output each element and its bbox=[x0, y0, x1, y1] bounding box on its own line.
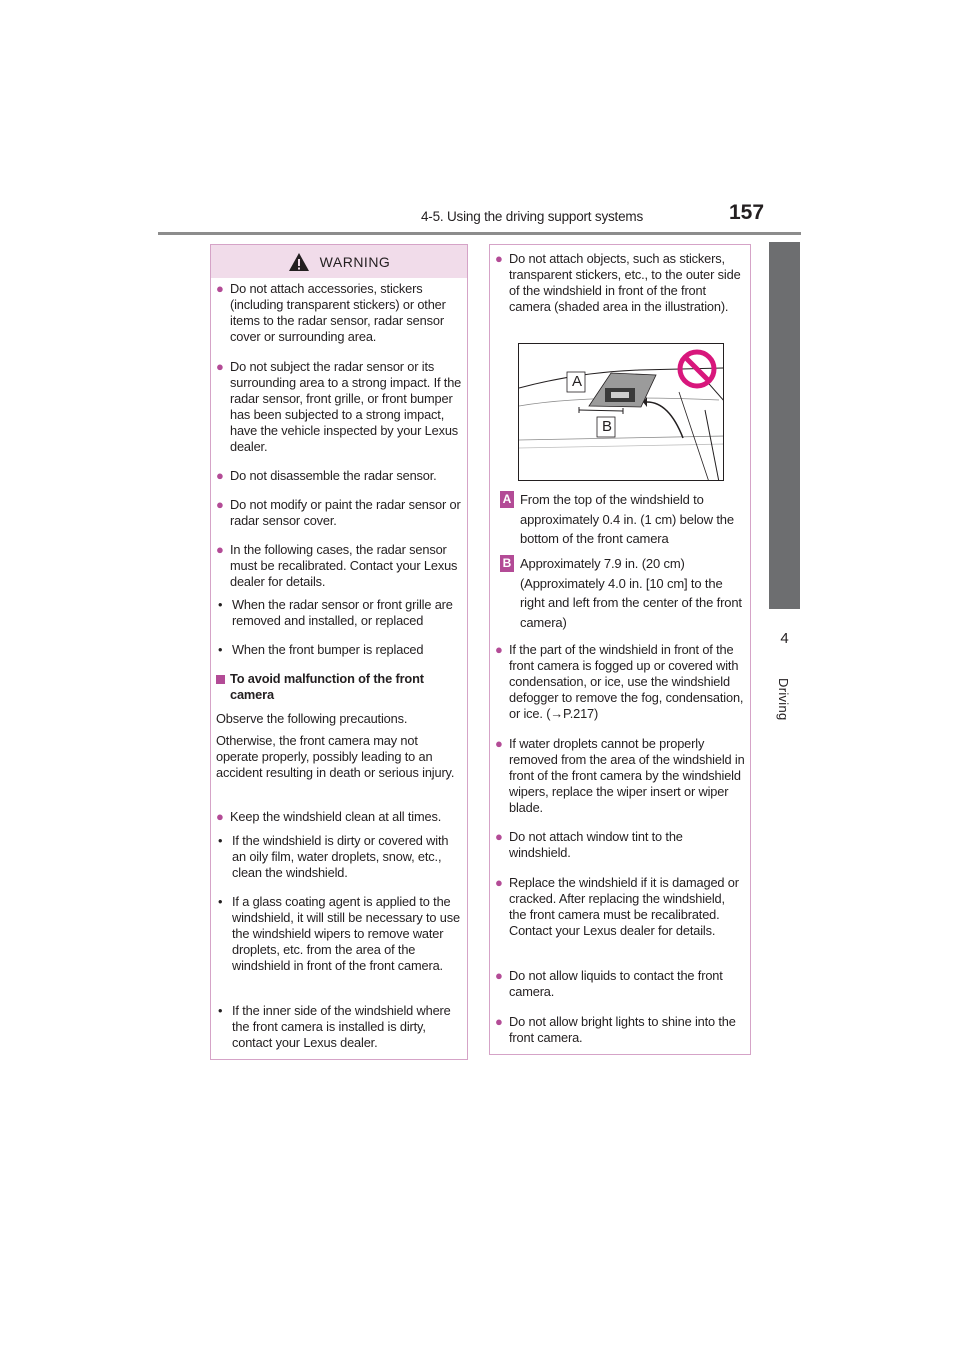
list-item bbox=[495, 251, 745, 315]
list-item bbox=[216, 281, 464, 345]
list-item bbox=[495, 1014, 745, 1046]
warning-header bbox=[211, 245, 467, 278]
bullet-icon: ● bbox=[495, 1014, 503, 1029]
list-item-text: Do not allow bright lights to shine into the front camera. bbox=[509, 1014, 736, 1045]
list-item-text: Do not modify or paint the radar sensor or radar sensor cover. bbox=[230, 497, 461, 528]
dot-icon: • bbox=[218, 833, 223, 848]
list-item-text: If the part of the windshield in front of the front camera is fogged up or covered with condensation, or ice, use the windshield defogger to remove the fog, condensation, or ice. (→P.217) bbox=[509, 642, 744, 721]
list-item bbox=[495, 968, 745, 1000]
dot-icon: • bbox=[218, 894, 223, 909]
chapter-tab bbox=[769, 242, 800, 609]
list-item bbox=[216, 497, 464, 529]
windshield-illustration bbox=[518, 343, 724, 481]
list-item-text: In the following cases, the radar sensor must be recalibrated. Contact your Lexus dealer for details. bbox=[230, 542, 458, 589]
paragraph: Observe the following precautions. bbox=[216, 711, 408, 726]
list-item bbox=[495, 642, 745, 722]
bullet-icon: ● bbox=[216, 542, 224, 557]
bullet-icon: ● bbox=[216, 281, 224, 296]
list-item bbox=[216, 542, 464, 590]
bullet-icon: ● bbox=[216, 468, 224, 483]
callout-b: B bbox=[601, 418, 612, 435]
callout-a: A bbox=[571, 373, 582, 390]
list-item-text: Do not attach objects, such as stickers, transparent stickers, etc., to the outer side of the windshield in front of the front camera (shaded area in the illustration). bbox=[509, 251, 741, 314]
label-b-badge: B bbox=[500, 555, 514, 572]
list-item-text: Do not disassemble the radar sensor. bbox=[230, 468, 437, 483]
section-heading-text: To avoid malfunction of the front camera bbox=[230, 671, 424, 702]
list-item-text: Do not subject the radar sensor or its surrounding area to a strong impact. If the radar sensor, front grille, or front bumper has been subjected to a strong impact, have the vehicle inspected by your Lexus dealer. bbox=[230, 359, 462, 454]
sub-item bbox=[218, 642, 464, 658]
chapter-number: 4 bbox=[780, 630, 789, 647]
bullet-icon: ● bbox=[216, 497, 224, 512]
sub-item-text: When the radar sensor or front grille are removed and installed, or replaced bbox=[232, 597, 453, 628]
bullet-icon: ● bbox=[495, 642, 503, 657]
list-item-text: Do not attach accessories, stickers (including transparent stickers) or other items to the radar sensor, radar sensor cover or surrounding area. bbox=[230, 281, 446, 344]
bullet-icon: ● bbox=[495, 736, 503, 751]
list-item-text: If water droplets cannot be properly removed from the area of the windshield in front of the front camera by the windshield wipers, replace the wiper insert or wiper blade. bbox=[509, 736, 745, 815]
warning-triangle-icon bbox=[288, 252, 310, 272]
square-bullet-icon bbox=[216, 671, 230, 703]
label-a-badge: A bbox=[500, 491, 514, 508]
label-b-text: Approximately 7.9 in. (20 cm) (Approximately 4.0 in. [10 cm] to the right and left from the center of the front camera) bbox=[520, 556, 742, 630]
list-item-text: Keep the windshield clean at all times. bbox=[230, 809, 442, 824]
sub-item-text: If a glass coating agent is applied to the windshield, it will still be necessary to use the windshield wipers to remove water droplets, etc. from the area of the windshield in front of the front camera. bbox=[232, 894, 460, 973]
sub-item bbox=[218, 833, 464, 881]
page-number: 157 bbox=[729, 201, 765, 224]
chapter-label: Driving bbox=[776, 678, 791, 721]
list-item bbox=[216, 809, 464, 825]
bullet-icon: ● bbox=[216, 809, 224, 824]
list-item bbox=[495, 875, 745, 939]
list-item bbox=[495, 736, 745, 816]
bullet-icon: ● bbox=[495, 968, 503, 983]
bullet-icon: ● bbox=[495, 251, 503, 266]
list-item bbox=[216, 359, 464, 455]
header-rule bbox=[158, 232, 801, 235]
sub-item bbox=[218, 1003, 464, 1051]
dot-icon: • bbox=[218, 1003, 223, 1018]
list-item-text: Replace the windshield if it is damaged or cracked. After replacing the windshield, the front camera must be recalibrated. Contact your Lexus dealer for details. bbox=[509, 875, 739, 938]
sub-item-text: When the front bumper is replaced bbox=[232, 642, 424, 657]
list-item bbox=[495, 829, 745, 861]
sub-item bbox=[218, 894, 464, 974]
warning-title: WARNING bbox=[319, 253, 391, 270]
windshield-drawing bbox=[519, 344, 724, 481]
list-item-text: Do not attach window tint to the windshield. bbox=[509, 829, 683, 860]
list-item bbox=[216, 468, 464, 484]
paragraph: Otherwise, the front camera may not operate properly, possibly leading to an accident resulting in death or serious injury. bbox=[216, 733, 455, 780]
label-a-text: From the top of the windshield to approximately 0.4 in. (1 cm) below the bottom of the front camera bbox=[520, 492, 734, 546]
sub-item-text: If the windshield is dirty or covered with an oily film, water droplets, snow, etc., clean the windshield. bbox=[232, 833, 449, 880]
dot-icon: • bbox=[218, 642, 223, 657]
bullet-icon: ● bbox=[495, 829, 503, 844]
sub-item bbox=[218, 597, 464, 629]
list-item-text: Do not allow liquids to contact the front camera. bbox=[509, 968, 723, 999]
section-title: 4-5. Using the driving support systems bbox=[421, 209, 643, 224]
bullet-icon: ● bbox=[495, 875, 503, 890]
bullet-icon: ● bbox=[216, 359, 224, 374]
sub-item-text: If the inner side of the windshield where the front camera is installed is dirty, contact your Lexus dealer. bbox=[232, 1003, 451, 1050]
dot-icon: • bbox=[218, 597, 223, 612]
section-heading bbox=[216, 671, 464, 703]
